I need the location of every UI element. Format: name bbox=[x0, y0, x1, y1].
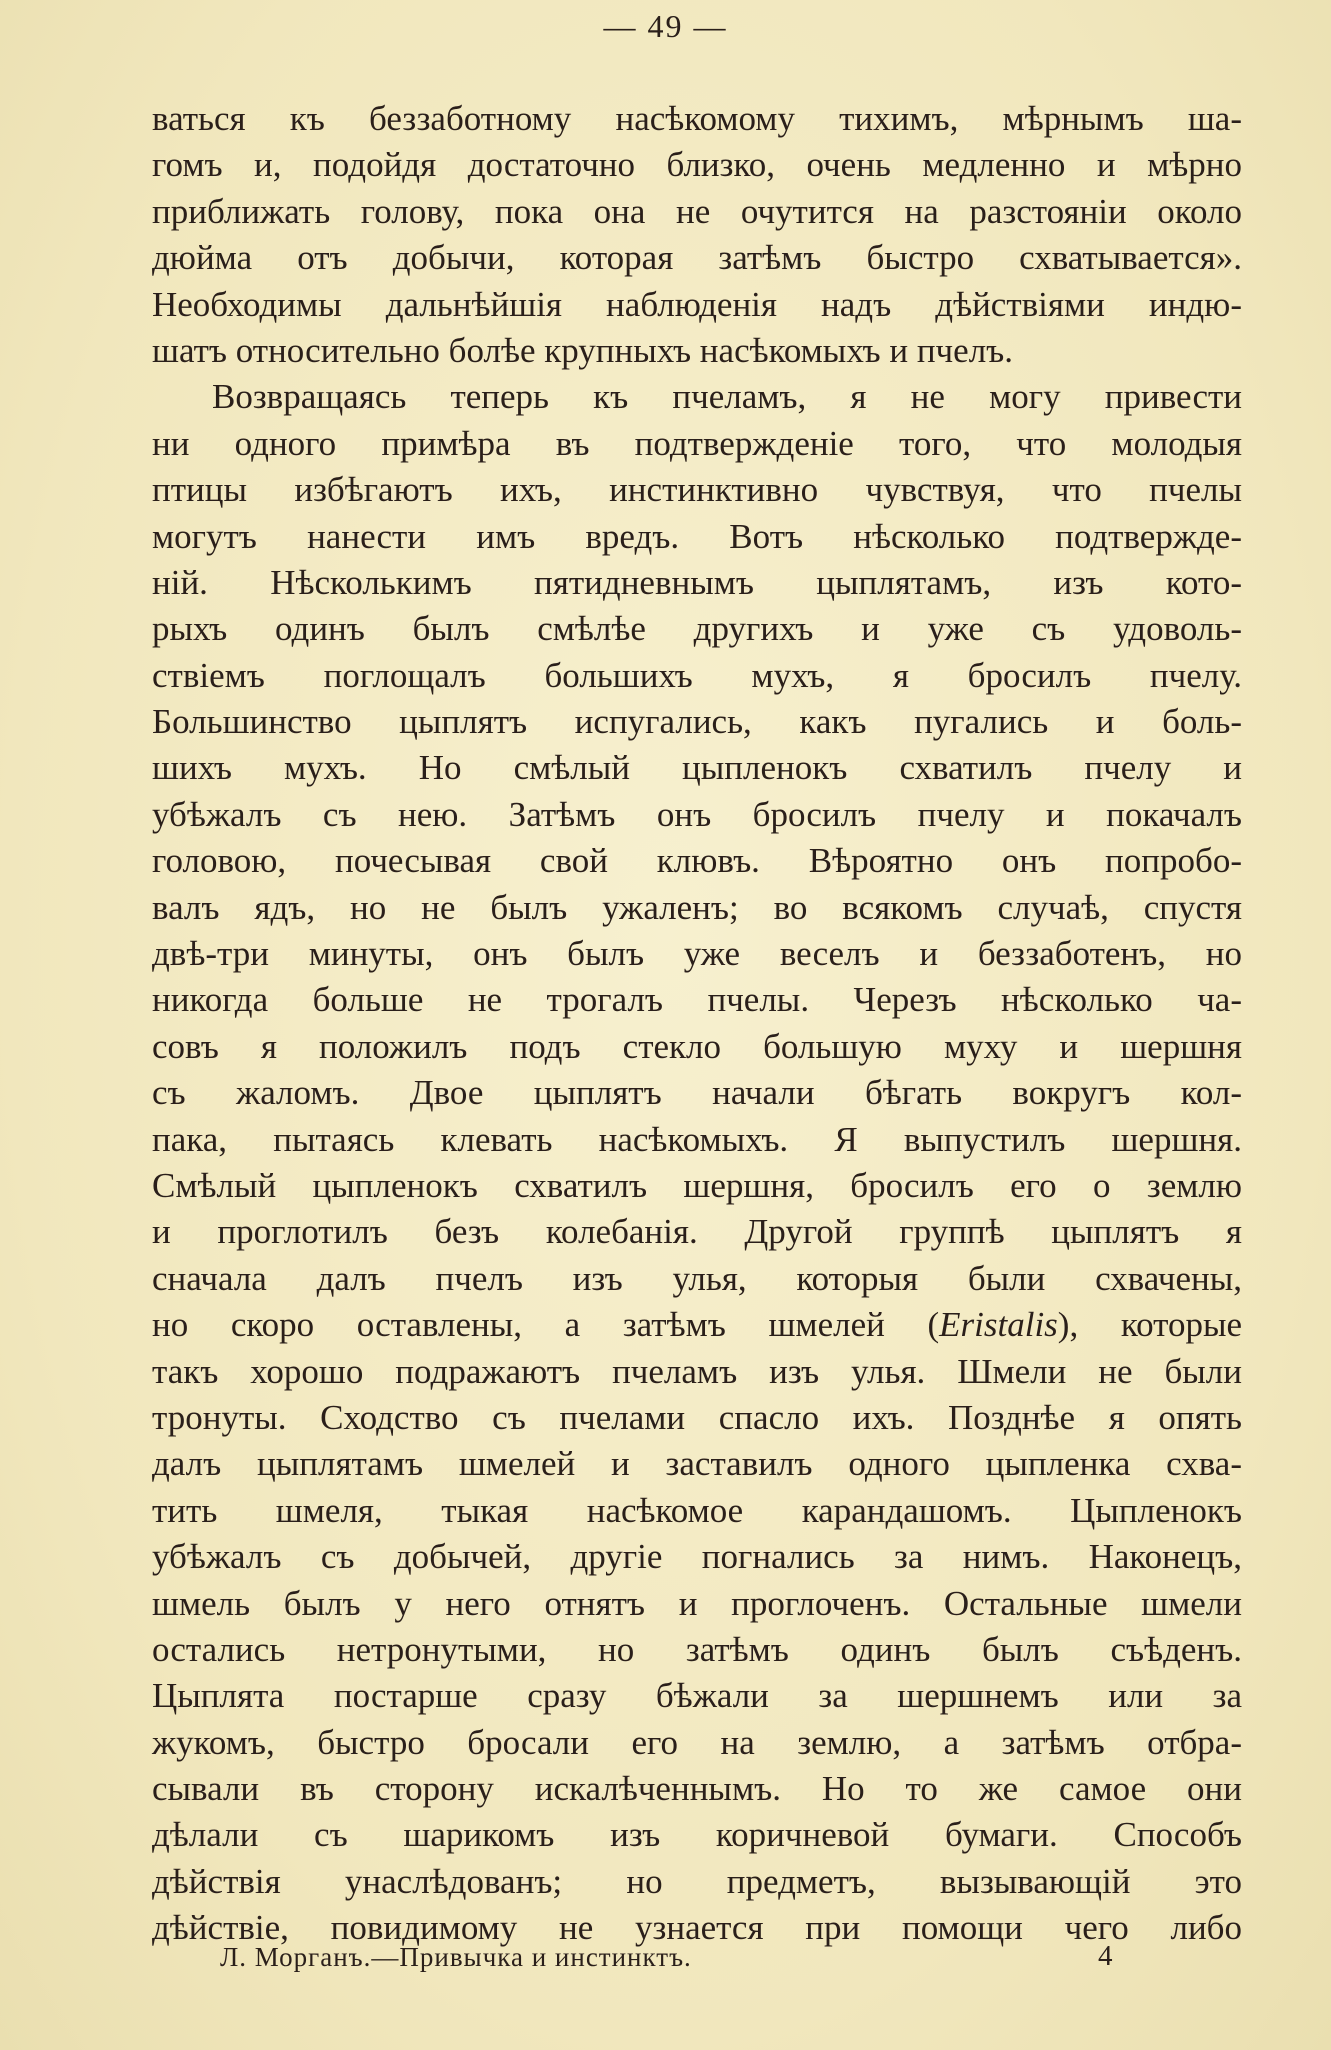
text-line: сначала далъ пчелъ изъ улья, которыя были схвачены, bbox=[152, 1258, 1242, 1298]
text-line: но скоро оставлены, а затѣмъ шмелей (Eristalis), которые bbox=[152, 1305, 1242, 1345]
text-line: ствіемъ поглощалъ большихъ мухъ, я бросилъ пчелу. bbox=[152, 655, 1242, 695]
text-line: Необходимы дальнѣйшія наблюденія надъ дѣйствіями индю- bbox=[152, 284, 1242, 324]
text-line: Смѣлый цыпленокъ схватилъ шершня, бросилъ его о землю bbox=[152, 1165, 1242, 1205]
body-text bbox=[152, 96, 1242, 1952]
text-line: двѣ-три минуты, онъ былъ уже веселъ и беззаботенъ, но bbox=[152, 934, 1242, 974]
text-line: жукомъ, быстро бросали его на землю, а затѣмъ отбра- bbox=[152, 1722, 1242, 1762]
text-line: ній. Нѣсколькимъ пятидневнымъ цыплятамъ, изъ кото- bbox=[152, 562, 1242, 602]
text-line: сывали въ сторону искалѣченнымъ. Но то же самое они bbox=[152, 1769, 1242, 1809]
text-line: такъ хорошо подражаютъ пчеламъ изъ улья. Шмели не были bbox=[152, 1351, 1242, 1391]
text-line: Возвращаясь теперь къ пчеламъ, я не могу привести bbox=[212, 377, 1242, 417]
text-line: убѣжалъ съ нею. Затѣмъ онъ бросилъ пчелу и покачалъ bbox=[152, 794, 1242, 834]
text-line: тить шмеля, тыкая насѣкомое карандашомъ. Цыпленокъ bbox=[152, 1490, 1242, 1530]
text-line: валъ ядъ, но не былъ ужаленъ; во всякомъ случаѣ, спустя bbox=[152, 887, 1242, 927]
text-line: птицы избѣгаютъ ихъ, инстинктивно чувствуя, что пчелы bbox=[152, 470, 1242, 510]
text-line: рыхъ одинъ былъ смѣлѣе другихъ и уже съ удоволь- bbox=[152, 609, 1242, 649]
text-line: ваться къ беззаботному насѣкомому тихимъ, мѣрнымъ ша- bbox=[152, 99, 1242, 138]
text-line: приближать голову, пока она не очутится на разстояніи около bbox=[152, 191, 1242, 231]
text-line: совъ я положилъ подъ стекло большую муху и шершня bbox=[152, 1026, 1242, 1066]
text-line: головою, почесывая свой клювъ. Вѣроятно онъ попробо- bbox=[152, 841, 1242, 881]
text-line: пака, пытаясь клевать насѣкомыхъ. Я выпустилъ шершня. bbox=[152, 1119, 1242, 1159]
text-line: дѣйствіе, повидимому не узнается при помощи чего либо bbox=[152, 1908, 1242, 1948]
text-line: шмель былъ у него отнятъ и проглоченъ. Остальные шмели bbox=[152, 1583, 1242, 1623]
text-line: Цыплята постарше сразу бѣжали за шершнемъ или за bbox=[152, 1676, 1242, 1716]
footer-signature: Л. Морганъ.—Привычка и инстинктъ. bbox=[220, 1942, 692, 1972]
text-line: съ жаломъ. Двое цыплятъ начали бѣгать вокругъ кол- bbox=[152, 1073, 1242, 1113]
page-number: — 49 — bbox=[603, 8, 728, 44]
text-line: дюйма отъ добычи, которая затѣмъ быстро схватывается». bbox=[152, 238, 1242, 278]
text-line: дѣйствія унаслѣдованъ; но предметъ, вызывающій это bbox=[152, 1861, 1242, 1901]
text-line: убѣжалъ съ добычей, другіе погнались за нимъ. Наконецъ, bbox=[152, 1537, 1242, 1577]
text-line: ни одного примѣра въ подтвержденіе того, что молодыя bbox=[152, 423, 1242, 463]
text-line: дѣлали съ шарикомъ изъ коричневой бумаги. Способъ bbox=[152, 1815, 1242, 1855]
text-line: могутъ нанести имъ вредъ. Вотъ нѣсколько подтвержде- bbox=[152, 516, 1242, 556]
text-line: шатъ относительно болѣе крупныхъ насѣкомыхъ и пчелъ. bbox=[152, 330, 1014, 370]
text-line: Большинство цыплятъ испугались, какъ пугались и боль- bbox=[152, 702, 1242, 742]
text-line: и проглотилъ безъ колебанія. Другой группѣ цыплятъ я bbox=[152, 1212, 1242, 1252]
text-line: далъ цыплятамъ шмелей и заставилъ одного цыпленка схва- bbox=[152, 1444, 1242, 1484]
text-line: шихъ мухъ. Но смѣлый цыпленокъ схватилъ пчелу и bbox=[152, 748, 1242, 788]
text-line: никогда больше не трогалъ пчелы. Черезъ нѣсколько ча- bbox=[152, 980, 1242, 1020]
text-line: тронуты. Сходство съ пчелами спасло ихъ. Позднѣе я опять bbox=[152, 1397, 1242, 1437]
text-line: остались нетронутыми, но затѣмъ одинъ былъ съѣденъ. bbox=[152, 1629, 1242, 1669]
text-line: гомъ и, подойдя достаточно близко, очень медленно и мѣрно bbox=[152, 145, 1242, 185]
latin-name: Eristalis bbox=[939, 1305, 1058, 1345]
sheet-number: 4 bbox=[1098, 1940, 1113, 1972]
